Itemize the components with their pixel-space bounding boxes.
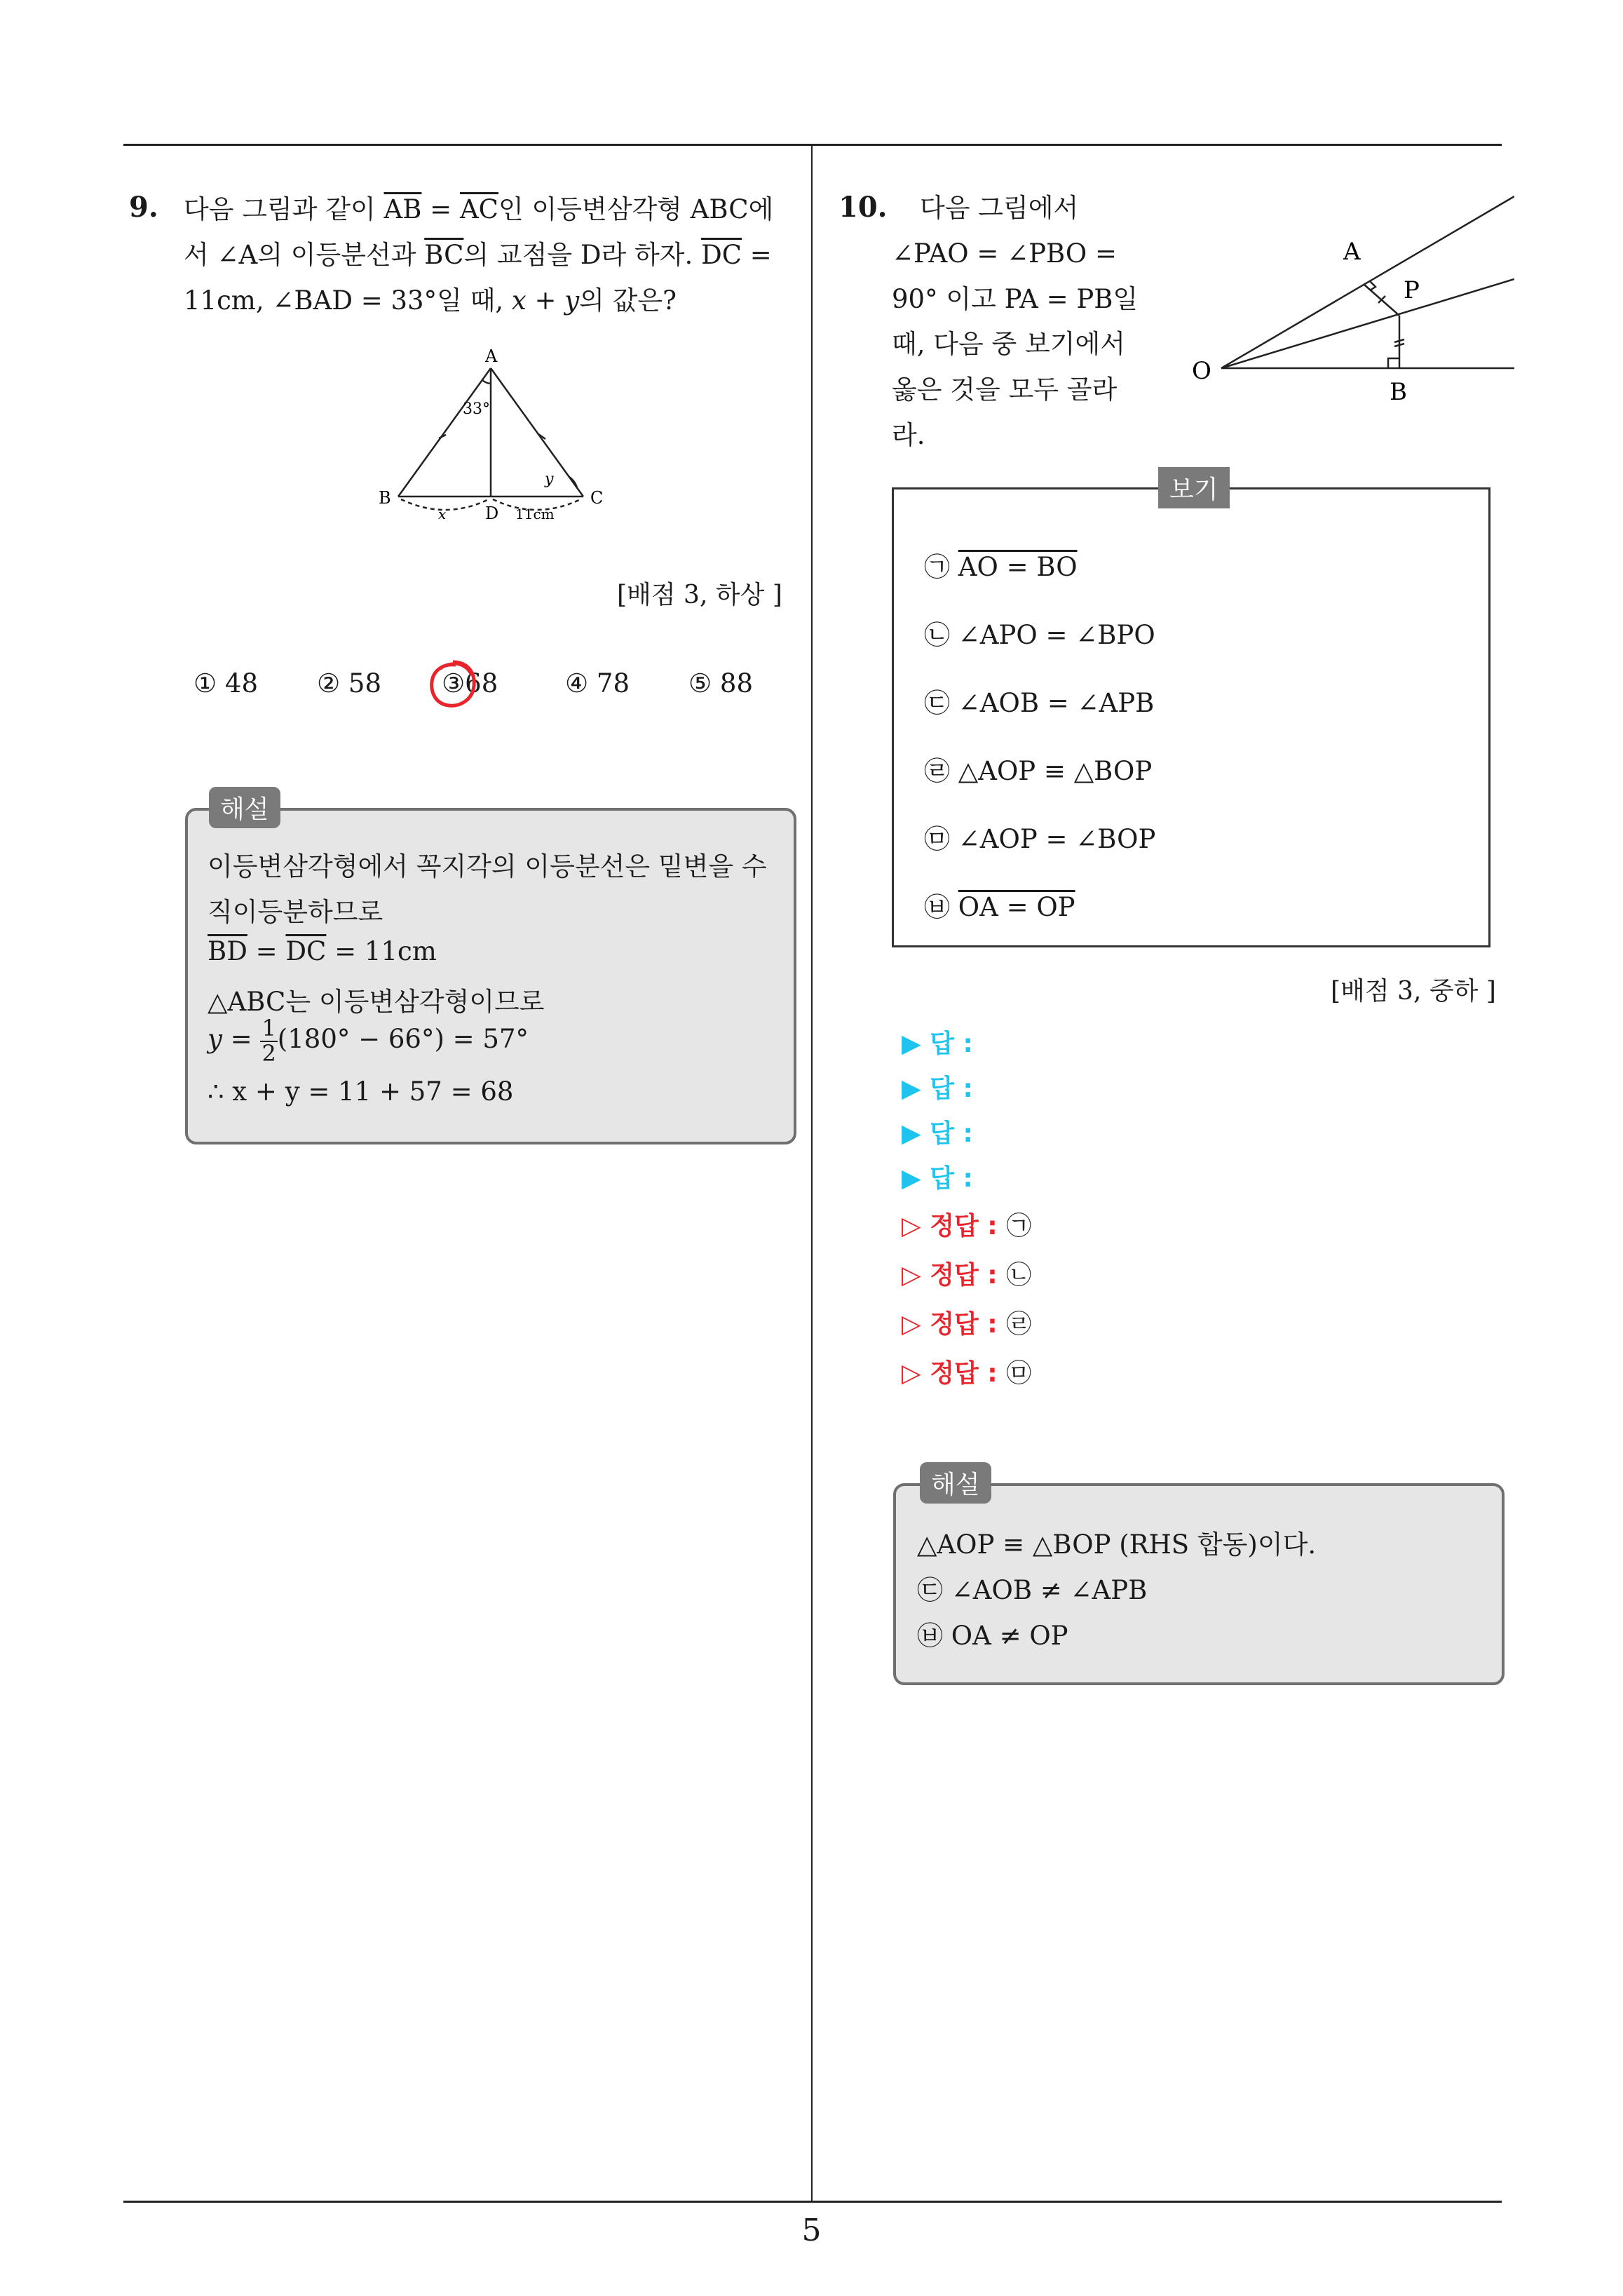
bogi-marker: ㉢	[924, 688, 950, 718]
bogi-statement: OA = OP	[958, 892, 1075, 922]
bogi-marker: ㉠	[924, 552, 950, 582]
selected-answer-circle-icon	[425, 656, 481, 713]
bogi-item-2	[924, 614, 1155, 651]
q9-triangle-figure	[365, 337, 645, 533]
top-rule	[123, 144, 1502, 146]
q9-text: =	[742, 240, 772, 270]
q9-text: =	[421, 194, 460, 224]
correct-answer-label: ▷ 정답 :	[902, 1310, 998, 1339]
x-label: x	[438, 506, 447, 522]
q9-number: 9.	[129, 191, 158, 224]
q10-line-5: 옳은 것을 모두 골라	[892, 374, 1118, 405]
q9-line-1	[184, 196, 773, 222]
q9-solution-line-3: $\overline{BD} = \overline{DC} = 11cm$	[208, 936, 437, 966]
bogi-statement: ∠AOP = ∠BOP	[958, 824, 1156, 854]
q9-expr: x + y	[511, 285, 580, 316]
bogi-item-6	[924, 886, 1075, 924]
q9-choice-1[interactable]: ① 48	[193, 668, 259, 698]
q10-line-1: 다음 그림에서	[920, 193, 1079, 223]
angle-33-label: 33°	[463, 400, 490, 418]
ray-oa	[1221, 196, 1514, 368]
q10-solution-line-1: △AOP ≡ △BOP (RHS 합동)이다.	[917, 1529, 1317, 1560]
vertex-b: B	[379, 488, 391, 508]
angle-33-arc	[482, 380, 491, 384]
q10-solution-line-3: ㉥ OA ≠ OP	[917, 1621, 1068, 1651]
q10-line-2: ∠PAO = ∠PBO =	[892, 238, 1117, 269]
segment-dc: $\overline{DC}$	[701, 240, 742, 270]
y-label: y	[545, 471, 554, 488]
q9-choice-4[interactable]: ④ 78	[565, 668, 630, 698]
bogi-statement: ∠APO = ∠BPO	[958, 620, 1155, 650]
point-b: B	[1390, 378, 1407, 406]
q9-line-3	[184, 285, 677, 316]
dc-length-label: 11cm	[515, 506, 555, 522]
choice-3-symbol: ③	[442, 668, 466, 698]
q9-solution-line-1: 이등변삼각형에서 꼭지각의 이등분선은 밑변을 수	[208, 851, 767, 882]
q9-text: 서 ∠A의 이등분선과	[184, 240, 425, 270]
point-a: A	[1343, 238, 1361, 266]
q9-choice-2[interactable]: ② 58	[317, 668, 382, 698]
q9-text: 다음 그림과 같이	[184, 194, 384, 224]
answer-blank-2[interactable]: ▶ 답 :	[902, 1074, 973, 1103]
answer-blank-1[interactable]: ▶ 답 :	[902, 1029, 973, 1058]
equation-rest: = 11cm	[326, 936, 437, 966]
bogi-statement: △AOP ≡ △BOP	[958, 756, 1153, 786]
right-angle-b	[1388, 358, 1399, 368]
correct-answer-label: ▷ 정답 :	[902, 1359, 998, 1388]
q9-line-2	[184, 242, 772, 268]
q10-solution-tab: 해설	[920, 1462, 991, 1504]
segment-dc: $\overline{DC}$	[285, 936, 327, 966]
correct-answer-value: ㉣	[1006, 1310, 1032, 1339]
correct-answer-value: ㉤	[1006, 1359, 1032, 1388]
q10-line-6: 라.	[892, 420, 925, 450]
q9-solution-tab: 해설	[209, 787, 280, 828]
segment-ac: $\overline{AC}$	[459, 194, 498, 224]
q10-number: 10.	[838, 191, 888, 224]
point-p: P	[1404, 276, 1420, 304]
bogi-marker: ㉣	[924, 756, 950, 786]
correct-answer-label: ▷ 정답 :	[902, 1261, 998, 1290]
right-angle-a	[1370, 281, 1376, 290]
side-ab	[398, 368, 491, 497]
bogi-item-1	[924, 546, 1078, 583]
q10-solution-line-2: ㉢ ∠AOB ≠ ∠APB	[917, 1575, 1148, 1605]
fraction-denominator: 2	[262, 1039, 276, 1067]
bogi-statement: ∠AOB = ∠APB	[958, 688, 1155, 718]
q9-solution-line-2: 직이등분하므로	[208, 897, 383, 927]
correct-answer-2	[902, 1255, 1031, 1291]
q10-line-4: 때, 다음 중 보기에서	[892, 329, 1125, 359]
segment-bc: $\overline{BC}$	[424, 240, 464, 270]
ray-op	[1221, 279, 1514, 368]
point-o: O	[1192, 357, 1211, 385]
q9-text: 11cm, ∠BAD = 33°일 때,	[184, 285, 512, 316]
q10-score: [배점 3, 중하 ]	[1331, 977, 1496, 1006]
bogi-item-5	[924, 818, 1155, 856]
bogi-marker: ㉡	[924, 620, 950, 650]
correct-answer-1	[902, 1206, 1031, 1242]
bogi-marker: ㉥	[924, 892, 950, 922]
choice-3-value: 68	[465, 668, 498, 698]
q9-solution-line-5: y = $\frac{1}{2}$ (180° − 66°) = 57°	[208, 1015, 529, 1067]
q9-text: 의 값은?	[579, 285, 677, 316]
q10-line-3: 90° 이고 PA = PB일	[892, 284, 1139, 314]
column-divider	[811, 144, 813, 2202]
correct-answer-label: ▷ 정답 :	[902, 1212, 998, 1241]
page-number: 5	[801, 2213, 822, 2248]
q9-score: [배점 3, 하상 ]	[617, 581, 782, 609]
answer-blank-4[interactable]: ▶ 답 :	[902, 1164, 973, 1193]
bottom-rule	[123, 2201, 1502, 2203]
correct-answer-3	[902, 1304, 1031, 1340]
y-var: y	[208, 1024, 222, 1055]
fraction-half	[260, 1017, 277, 1065]
fraction-rest: (180° − 66°) = 57°	[277, 1024, 529, 1055]
bogi-statement: AO = BO	[958, 552, 1078, 582]
q9-solution-line-4: △ABC는 이등변삼각형이므로	[208, 987, 545, 1017]
correct-answer-value: ㉡	[1006, 1261, 1032, 1290]
vertex-c: C	[590, 488, 604, 508]
q9-text: 의 교점을 D라 하자.	[463, 240, 702, 270]
correct-answer-value: ㉠	[1006, 1212, 1032, 1241]
q10-angle-figure	[1178, 189, 1514, 414]
q9-text: 인 이등변삼각형 ABC에	[498, 194, 774, 224]
q9-solution-line-6: ∴ x + y = 11 + 57 = 68	[208, 1076, 514, 1107]
answer-blank-3[interactable]: ▶ 답 :	[902, 1119, 973, 1148]
vertex-a: A	[485, 346, 498, 366]
segment-bd: $\overline{BD}$	[208, 936, 247, 966]
bogi-marker: ㉤	[924, 824, 950, 854]
segment-ab: $\overline{AB}$	[383, 194, 422, 224]
correct-answer-4	[902, 1353, 1031, 1389]
bogi-tab: 보기	[1158, 467, 1230, 508]
vertex-d: D	[485, 504, 499, 523]
bogi-item-3	[924, 682, 1154, 720]
fraction-numerator: 1	[262, 1015, 276, 1041]
q9-choice-5[interactable]: ⑤ 88	[688, 668, 754, 698]
bogi-item-4	[924, 750, 1152, 788]
